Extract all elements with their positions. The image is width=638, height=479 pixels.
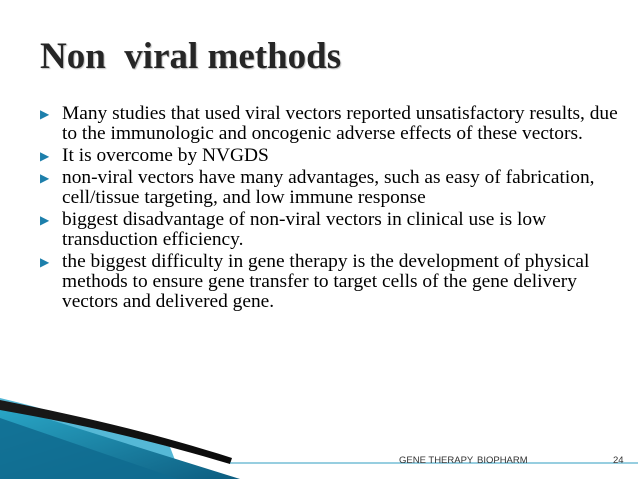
- footer-subject-label: BIOPHARM: [477, 455, 528, 466]
- bullet-item: [40, 146, 625, 166]
- bullet-text: non-viral vectors have many advantages, such as easy of fabrication, cell/tissue targeting, and low immune response: [62, 167, 595, 208]
- bullet-arrow-icon: ▶: [40, 255, 50, 269]
- bullet-text: Many studies that used viral vectors reported unsatisfactory results, due to the immunologic and oncogenic adverse effects of these vectors.: [62, 103, 618, 144]
- bullet-arrow-icon: ▶: [40, 171, 50, 185]
- bullet-arrow-icon: ▶: [40, 107, 50, 121]
- bullet-item: [40, 168, 625, 208]
- bullet-list: [40, 104, 625, 314]
- bullet-text: It is overcome by NVGDS: [62, 145, 269, 166]
- slide-title: Non viral methods: [40, 36, 342, 77]
- bullet-item: [40, 104, 625, 144]
- slide-page-number: 24: [613, 455, 624, 466]
- bullet-arrow-icon: ▶: [40, 149, 50, 163]
- bullet-text: the biggest difficulty in gene therapy is the development of physical methods to ensure gene transfer to target cells of the gene delivery vectors and delivered gene.: [62, 251, 590, 312]
- bullet-arrow-icon: ▶: [40, 213, 50, 227]
- bullet-item: [40, 210, 625, 250]
- bullet-item: [40, 252, 625, 312]
- footer-course-label: GENE THERAPY: [399, 455, 474, 466]
- bullet-text: biggest disadvantage of non-viral vectors in clinical use is low transduction efficiency.: [62, 209, 547, 250]
